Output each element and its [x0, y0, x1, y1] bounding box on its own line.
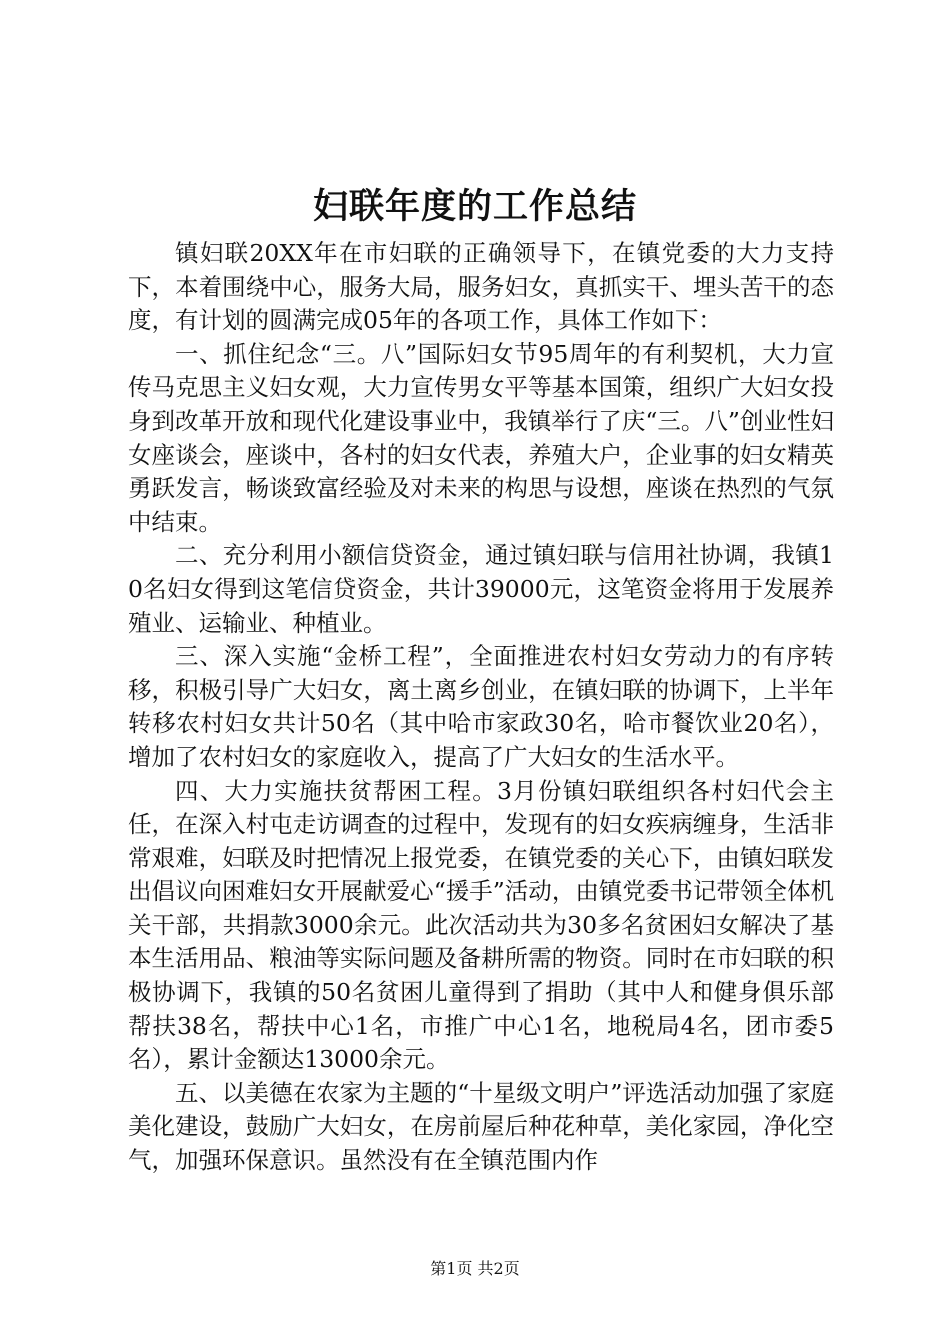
page-number-footer: 第1页 共2页	[430, 1259, 520, 1278]
paragraph-section-3: 三、深入实施“金桥工程”，全面推进农村妇女劳动力的有序转移，积极引导广大妇女，离土离乡创业，在镇妇联的协调下，上半年转移农村妇女共计50名（其中哈市家政30名，哈市餐饮业20名），增加了农村妇女的家庭收入，提高了广大妇女的生活水平。	[128, 642, 834, 771]
document-title: 妇联年度的工作总结	[312, 186, 637, 227]
document-body	[128, 237, 834, 1178]
paragraph-section-5: 五、以美德在农家为主题的“十星级文明户”评选活动加强了家庭美化建设，鼓励广大妇女，在房前屋后种花种草，美化家园，净化空气，加强环保意识。虽然没有在全镇范围内作	[128, 1078, 834, 1175]
paragraph-intro: 镇妇联20XX年在市妇联的正确领导下，在镇党委的大力支持下，本着围绕中心，服务大局，服务妇女，真抓实干、埋头苦干的态度，有计划的圆满完成05年的各项工作，具体工作如下：	[128, 239, 834, 335]
paragraph-section-1: 一、抓住纪念“三。八”国际妇女节95周年的有利契机，大力宣传马克思主义妇女观，大力宣传男女平等基本国策，组织广大妇女投身到改革开放和现代化建设事业中，我镇举行了庆“三。八”创业性妇女座谈会，座谈中，各村的妇女代表，养殖大户，企业事的妇女精英勇跃发言，畅谈致富经验及对未来的构思与设想，座谈在热烈的气氛中结束。	[128, 339, 834, 536]
paragraph-section-2: 二、充分利用小额信贷资金，通过镇妇联与信用社协调，我镇10名妇女得到这笔信贷资金，共计39000元，这笔资金将用于发展养殖业、运输业、种植业。	[128, 541, 834, 637]
paragraph-section-4: 四、大力实施扶贫帮困工程。3月份镇妇联组织各村妇代会主任，在深入村屯走访调查的过程中，发现有的妇女疾病缠身，生活非常艰难，妇联及时把情况上报党委，在镇党委的关心下，由镇妇联发出倡议向困难妇女开展献爱心“援手”活动，由镇党委书记带领全体机关干部，共捐款3000余元。此次活动共为30多名贫困妇女解决了基本生活用品、粮油等实际问题及备耕所需的物资。同时在市妇联的积极协调下，我镇的50名贫困儿童得到了捐助（其中人和健身俱乐部帮扶38名，帮扶中心1名，市推广中心1名，地税局4名，团市委5名），累计金额达13000余元。	[128, 776, 834, 1074]
